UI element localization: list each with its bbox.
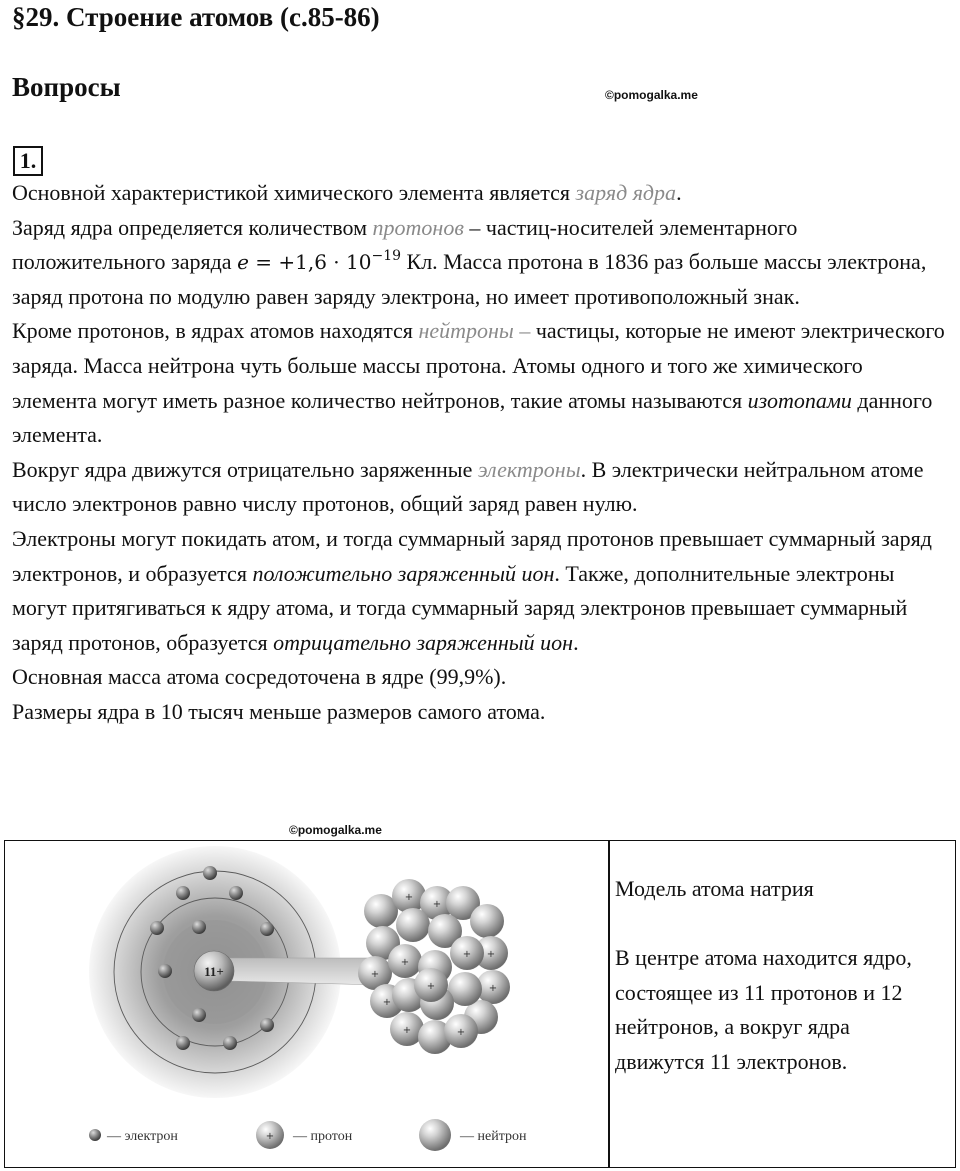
- figure-watermark: ©pomogalka.me: [289, 823, 382, 837]
- magnification-beam: [229, 958, 380, 985]
- caption-title: Модель атома натрия: [615, 876, 814, 901]
- term-neutrons: нейтроны –: [418, 318, 531, 344]
- text: .: [676, 180, 682, 205]
- caption-text: В центре атома находится ядро, состоящее из 11 протонов и 12 нейтронов, а вокруг ядра движутся 11 электронов.: [615, 945, 912, 1074]
- electron-mark: [176, 886, 190, 900]
- central-nucleus: [194, 951, 234, 991]
- answer-text: [12, 176, 947, 730]
- electron-mark: [192, 920, 206, 934]
- figure-caption: [615, 872, 935, 1080]
- electron-mark: [229, 886, 243, 900]
- plus-sign: +: [382, 997, 392, 1008]
- paragraph-7: Размеры ядра в 10 тысяч меньше размеров самого атома.: [12, 698, 546, 724]
- plus-sign: +: [486, 949, 496, 960]
- section-subtitle: Вопросы: [12, 72, 121, 102]
- term-positive-ion: положительно заряженный ион: [252, 560, 555, 586]
- electron-mark: [260, 1018, 274, 1032]
- enlarged-nucleus: [358, 879, 510, 1054]
- plus-sign: +: [432, 899, 442, 910]
- legend-neutron-label: — нейтрон: [460, 1129, 527, 1144]
- nucleon-mark: [470, 904, 504, 938]
- plus-sign: +: [402, 1025, 412, 1036]
- text: Кл. Масса протона в 1836 раз больше массы электрона, заряд протона по модулю равен заряду электрона, но имеет противоположный знак.: [12, 249, 927, 309]
- sodium-atom-illustration: [5, 841, 608, 1167]
- plus-sign: +: [456, 1027, 466, 1038]
- electron-mark: [223, 1036, 237, 1050]
- electron-mark: [203, 866, 217, 880]
- text: частицы, которые не имеют электрического заряда. Масса нейтрона чуть больше массы протона. Атомы одного и того же химического элемента могут иметь разное количество нейтронов, такие атомы называются: [12, 318, 945, 413]
- text: Заряд ядра определяется количеством: [12, 214, 373, 240]
- nucleus-charge-label: 11+: [204, 964, 224, 979]
- electron-mark: [158, 964, 172, 978]
- plus-sign: +: [426, 981, 436, 992]
- formula-value: = +1,6 · 10: [248, 250, 372, 275]
- watermark: ©pomogalka.me: [605, 88, 698, 102]
- text: . Также, дополнительные электроны могут притягиваться к ядру атома, и тогда суммарный заряд электронов превышает суммарный заряд протонов, образуется: [12, 560, 908, 655]
- electron-mark: [260, 922, 274, 936]
- formula-exponent: −19: [371, 247, 402, 264]
- plus-sign: +: [462, 949, 472, 960]
- nucleon-mark: [396, 908, 430, 942]
- caption-gap: [615, 907, 935, 942]
- legend-proton-label: — протон: [293, 1129, 353, 1144]
- formula-variable: e: [237, 250, 249, 275]
- term-nuclear-charge: заряд ядра: [575, 180, 677, 205]
- term-electrons: электроны: [477, 456, 581, 482]
- paragraph-4: [12, 453, 947, 522]
- term-protons: протонов: [372, 214, 464, 240]
- electron-mark: [192, 1008, 206, 1022]
- text: Вокруг ядра движутся отрицательно заряженные: [12, 456, 478, 482]
- plus-sign: +: [370, 969, 380, 980]
- paragraph-6: Основная масса атома сосредоточена в ядре (99,9%).: [12, 664, 507, 690]
- term-negative-ion: отрицательно заряженный ион: [273, 629, 574, 655]
- plus-sign: +: [400, 957, 410, 968]
- text: данного элемента.: [12, 387, 933, 448]
- plus-sign: +: [404, 892, 414, 903]
- legend: [89, 1119, 527, 1151]
- text: . В электрически нейтральном атоме число электронов равно числу протонов, общий заряд равен нулю.: [12, 456, 924, 517]
- question-number: 1.: [13, 146, 43, 176]
- legend-electron-label: — электрон: [107, 1129, 178, 1144]
- plus-sign: +: [488, 983, 498, 994]
- formula-elementary-charge: [237, 247, 402, 275]
- legend-neutron-icon: [419, 1119, 451, 1151]
- text: Электроны могут покидать атом, и тогда суммарный заряд протонов превышает суммарный заряд электронов, и образуется: [12, 525, 932, 586]
- electron-mark: [176, 1036, 190, 1050]
- text: Основной характеристикой химического элемента является: [12, 180, 576, 205]
- electron-mark: [150, 921, 164, 935]
- text: Кроме протонов, в ядрах атомов находятся: [12, 318, 419, 344]
- paragraph-5: [12, 522, 947, 660]
- plus-sign: +: [265, 1131, 275, 1142]
- paragraph-3: [12, 314, 947, 452]
- term-isotopes: изотопами: [747, 387, 852, 413]
- legend-electron-icon: [89, 1129, 101, 1141]
- table-divider: [608, 841, 610, 1167]
- paragraph-2: [12, 211, 947, 315]
- text: .: [573, 629, 579, 655]
- text: – частиц-носителей элементарного положительного заряда: [12, 214, 798, 275]
- page-title: §29. Строение атомов (с.85-86): [12, 2, 380, 32]
- paragraph-1: [12, 176, 947, 211]
